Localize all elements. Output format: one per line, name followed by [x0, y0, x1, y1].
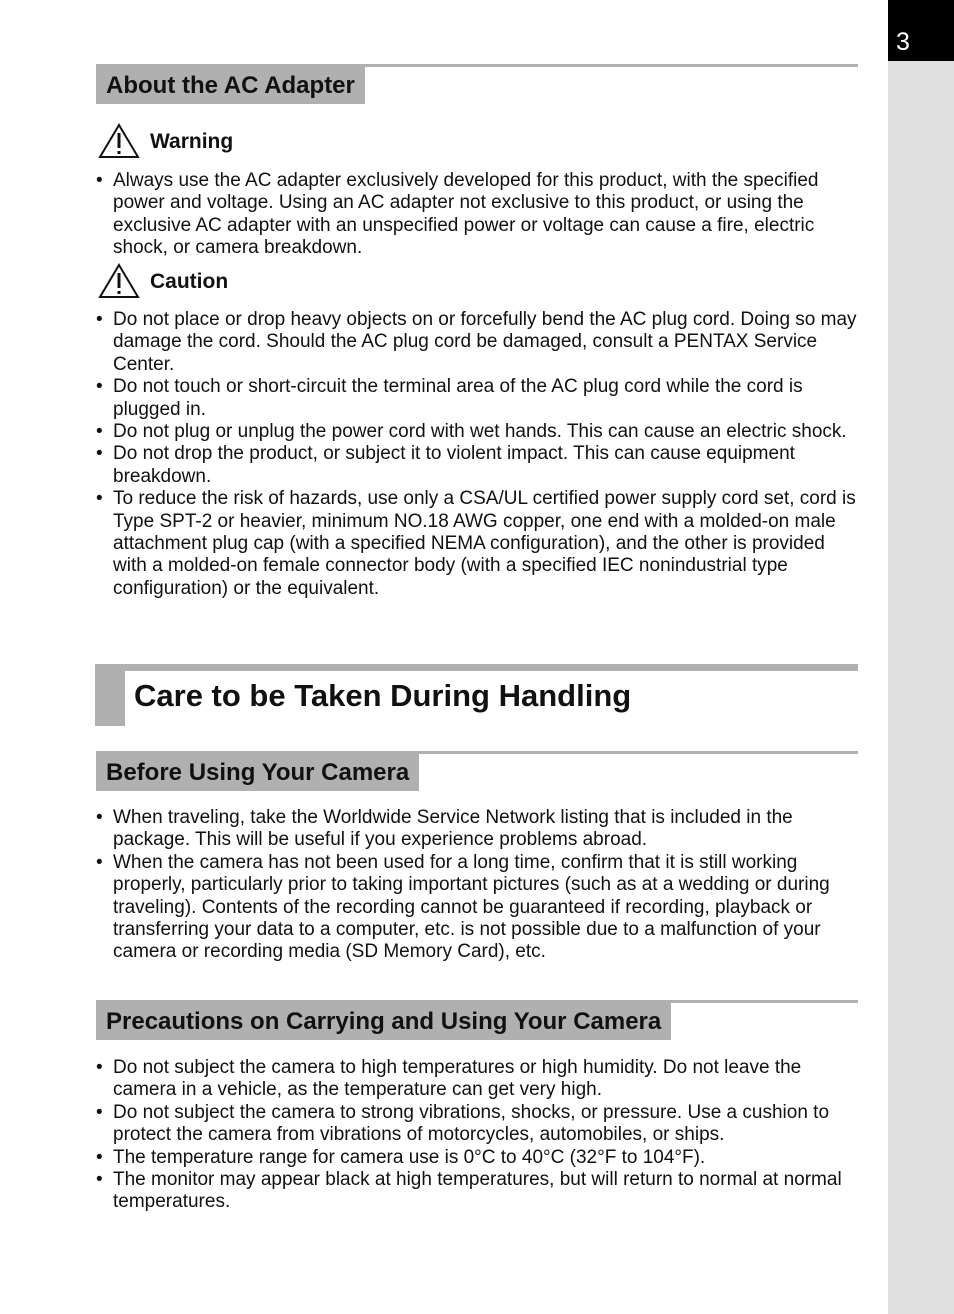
list-item: • To reduce the risk of hazards, use only a CSA/UL certified power supply cord set, cord is Type SPT-2 or heavier, minimum NO.18 AWG copper, one end with a molded-on male attachment plug cap (with a specified NEMA configuration), and the other is provided with a molded-on female connector body (with a specified IEC nonindustrial type configuration) or the equivalent.	[96, 488, 860, 600]
main-heading-title: Care to be Taken During Handling	[134, 678, 632, 713]
caution-list	[96, 309, 860, 600]
list-item: • When the camera has not been used for a long time, confirm that it is still working properly, particularly prior to taking important pictures (such as at a wedding or during traveling). Contents of the recording cannot be guaranteed if recording, playback or transferring your data to a computer, etc. is not possible due to a malfunction of your camera or recording media (SD Memory Card), etc.	[96, 852, 860, 964]
list-item: • Always use the AC adapter exclusively developed for this product, with the specified power and voltage. Using an AC adapter not exclusive to this product, or using the exclusive AC adapter with an unspecified power or voltage can cause a fire, electric shock, or camera breakdown.	[96, 170, 860, 260]
warning-label: Warning	[150, 130, 234, 153]
section-heading-text: Precautions on Carrying and Using Your Camera	[96, 1003, 671, 1040]
main-heading-rule	[95, 664, 858, 671]
side-strip	[888, 0, 954, 1314]
main-heading-block	[95, 664, 125, 726]
page-number: 3	[896, 28, 910, 56]
before-using-list	[96, 807, 860, 964]
warning-triangle-icon	[98, 123, 140, 159]
list-item: • When traveling, take the Worldwide Service Network listing that is included in the package. This will be useful if you experience problems abroad.	[96, 807, 860, 852]
list-item: • The monitor may appear black at high temperatures, but will return to normal at normal temperatures.	[96, 1169, 860, 1214]
caution-label: Caution	[150, 270, 229, 293]
list-item: • Do not plug or unplug the power cord with wet hands. This can cause an electric shock.	[96, 421, 860, 443]
list-item: • Do not subject the camera to strong vibrations, shocks, or pressure. Use a cushion to protect the camera from vibrations of motorcycles, automobiles, or ships.	[96, 1102, 860, 1147]
main-heading-handling	[95, 664, 858, 726]
list-item: • Do not drop the product, or subject it to violent impact. This can cause equipment breakdown.	[96, 443, 860, 488]
list-item: • Do not subject the camera to high temperatures or high humidity. Do not leave the camera in a vehicle, as the temperature can get very high.	[96, 1057, 860, 1102]
list-item: • The temperature range for camera use is 0°C to 40°C (32°F to 104°F).	[96, 1147, 860, 1169]
list-item: • Do not place or drop heavy objects on or forcefully bend the AC plug cord. Doing so may damage the cord. Should the AC plug cord be damaged, consult a PENTAX Service Center.	[96, 309, 860, 376]
section-heading-text: About the AC Adapter	[96, 67, 365, 104]
warning-triangle-icon	[98, 263, 140, 299]
section-heading-text: Before Using Your Camera	[96, 754, 419, 791]
list-item: • Do not touch or short-circuit the terminal area of the AC plug cord while the cord is plugged in.	[96, 376, 860, 421]
warning-list	[96, 170, 860, 260]
precautions-list	[96, 1057, 860, 1214]
